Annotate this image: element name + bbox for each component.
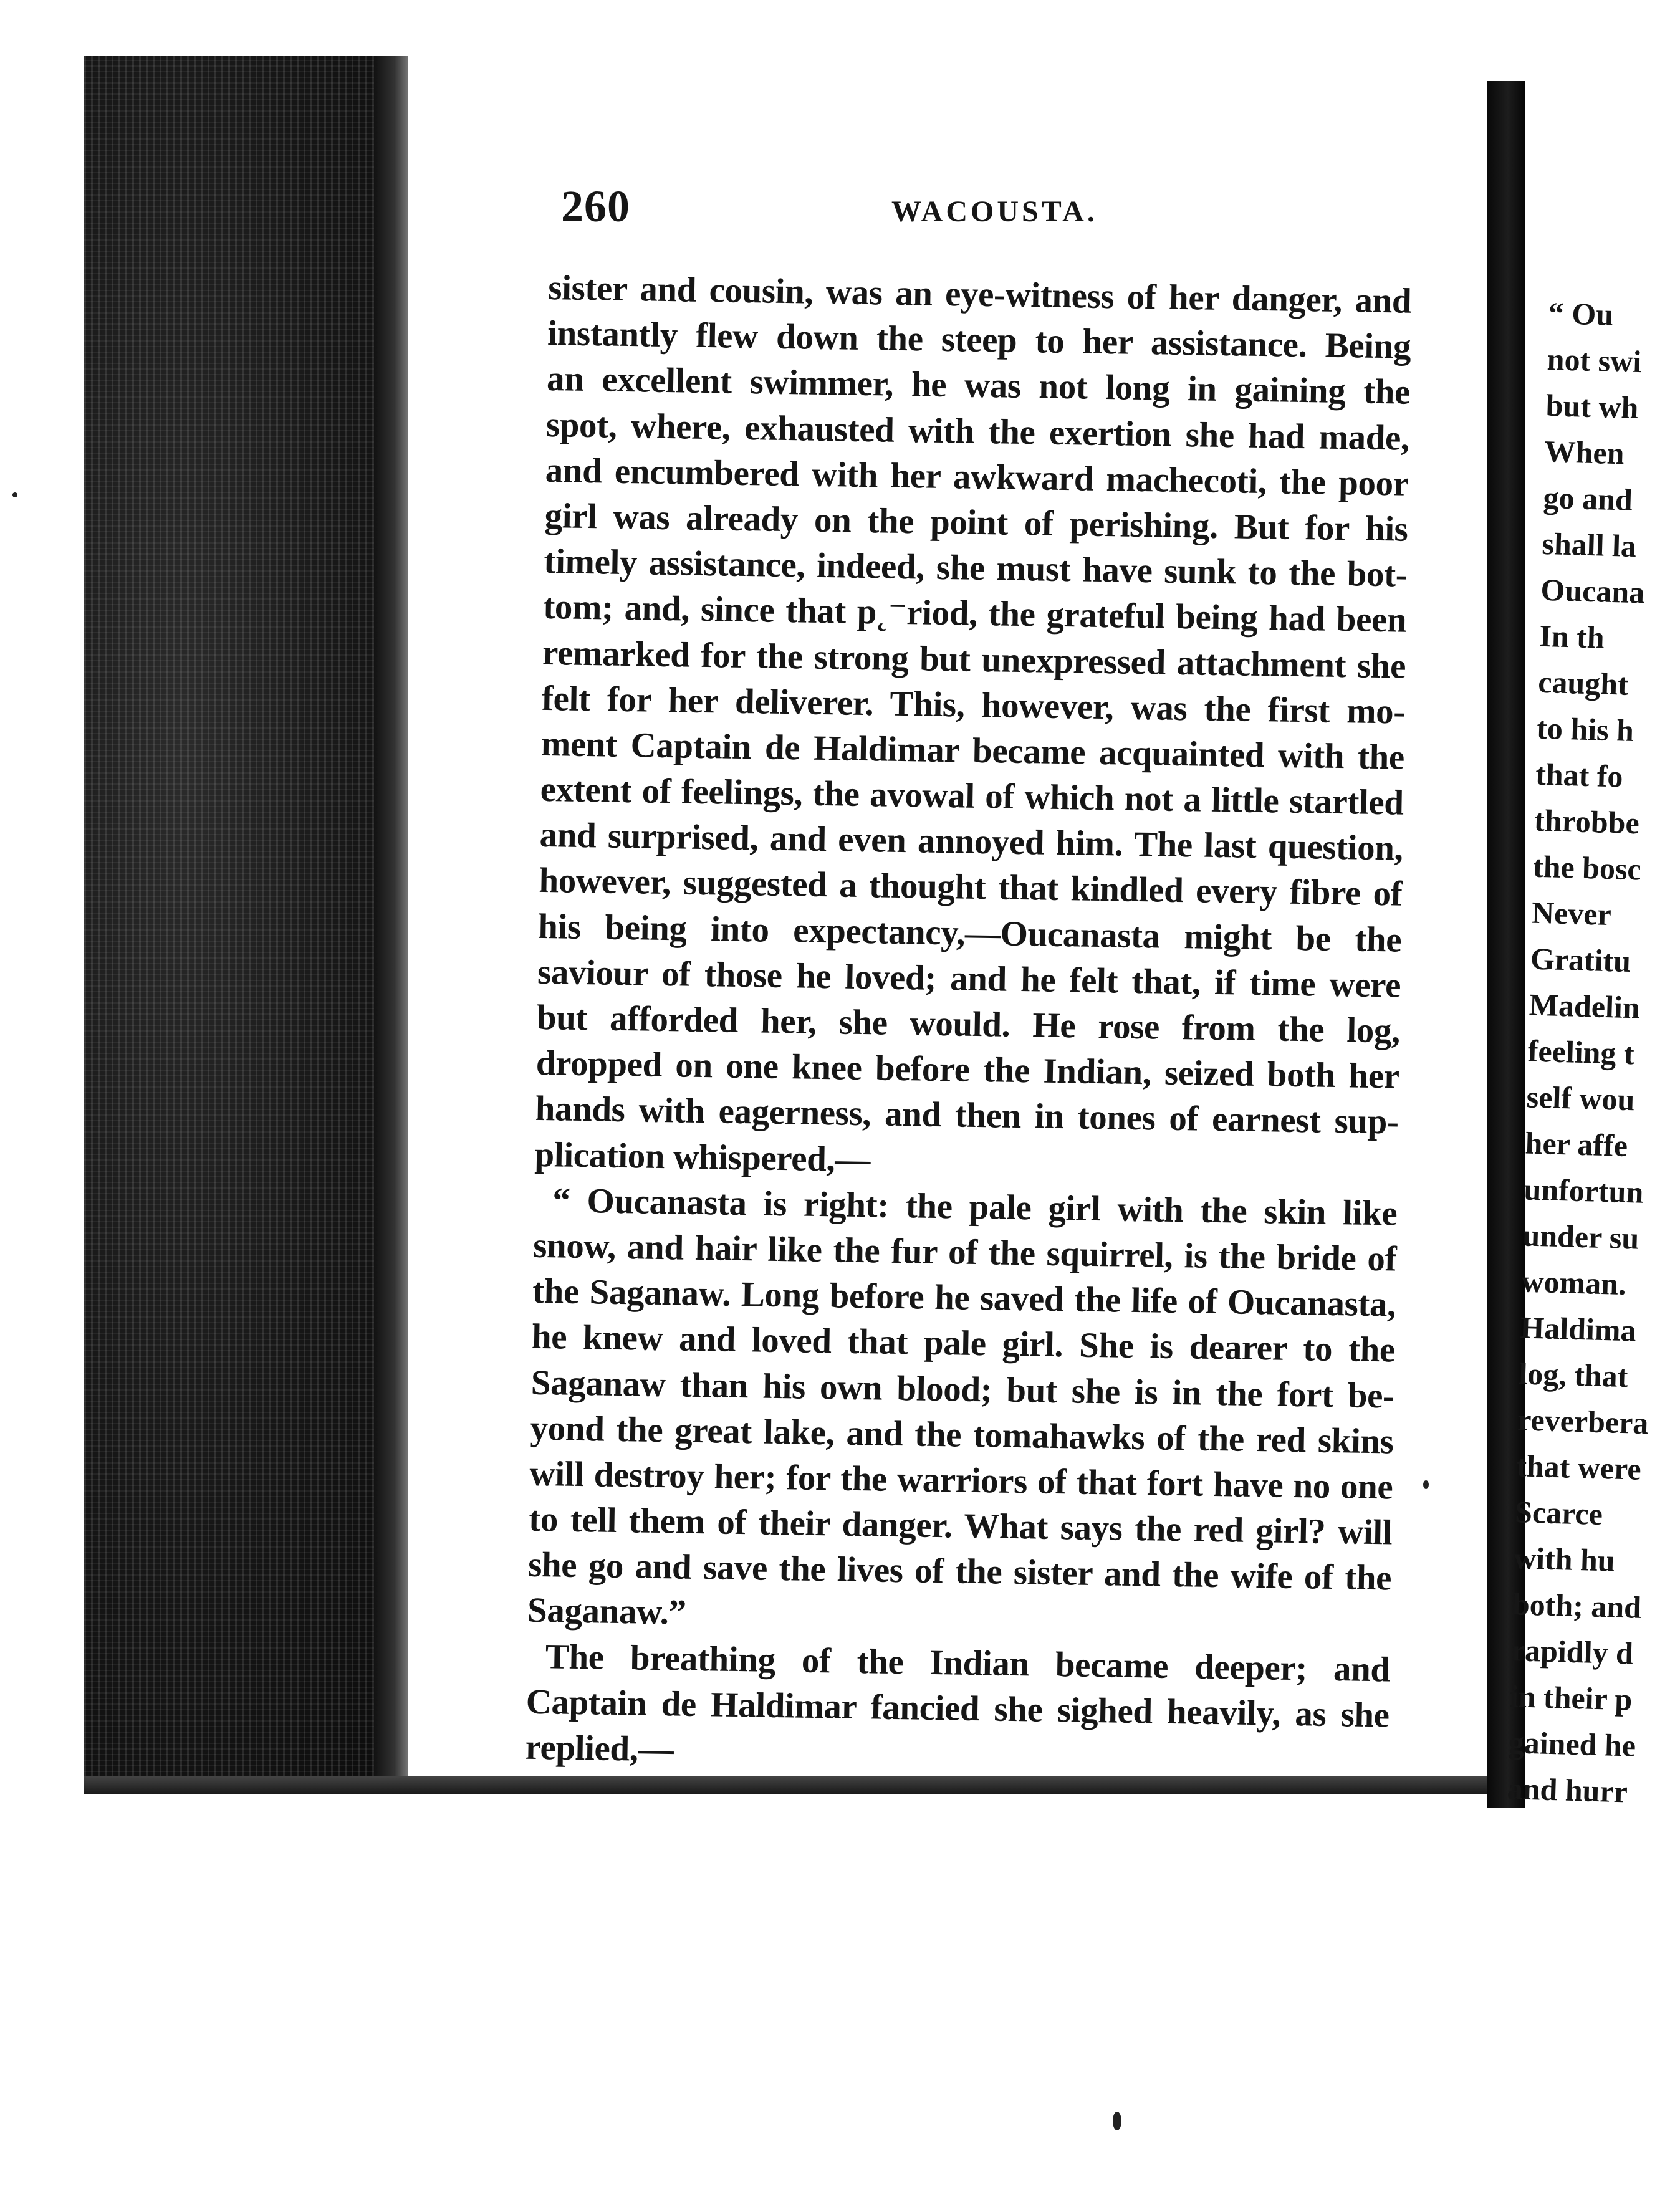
text-line: timely assistance, indeed, she must have sunk to the bot-: [544, 542, 1408, 595]
text-line: yond the great lake, and the tomahawks of the red skins: [530, 1408, 1394, 1462]
text-line: unfortun: [1523, 1171, 1644, 1210]
text-line: reverbera: [1517, 1402, 1649, 1441]
text-line: throbbe: [1534, 802, 1640, 841]
text-line: Saganaw.”: [527, 1591, 687, 1633]
text-line: the bosc: [1532, 848, 1642, 887]
book-gutter-shadow: [84, 56, 408, 1789]
text-line: his being into expectancy,—Oucanasta might be the: [537, 906, 1402, 960]
text-line: Madelin: [1529, 987, 1641, 1025]
text-line: but afforded her, she would. He rose from the log,: [536, 997, 1401, 1051]
scan-speck: [12, 492, 17, 497]
text-line: to his h: [1536, 710, 1634, 749]
text-line: will destroy her; for the warriors of that fort have no one: [529, 1454, 1393, 1507]
facing-page: [1507, 72, 1674, 1817]
text-line: In th: [1538, 618, 1605, 655]
text-line: ment Captain de Haldimar became acquainted with the: [540, 724, 1405, 777]
text-line: shall la: [1541, 525, 1637, 564]
text-line: dropped on one knee before the Indian, seized both her: [535, 1043, 1400, 1096]
text-line: that fo: [1535, 756, 1624, 794]
text-line: Scarce: [1514, 1494, 1603, 1532]
text-line: remarked for the strong but unexpressed attachment she: [542, 633, 1406, 686]
text-line: feeling t: [1527, 1033, 1635, 1071]
text-line: instantly flew down the steep to her assistance. Being: [547, 314, 1411, 367]
text-line: self wou: [1526, 1079, 1636, 1118]
text-line: go and: [1542, 479, 1633, 517]
text-line: log, that: [1518, 1356, 1629, 1394]
text-line: caught: [1537, 664, 1629, 702]
text-line: Haldima: [1519, 1310, 1637, 1348]
text-line: gained he: [1508, 1725, 1636, 1763]
text-line: woman.: [1520, 1263, 1627, 1302]
text-line: to tell them of their danger. What says the red girl? will: [528, 1499, 1393, 1553]
text-line: saviour of those he loved; and he felt that, if time were: [537, 952, 1401, 1005]
text-line: with hu: [1513, 1540, 1616, 1578]
text-line: her affe: [1524, 1125, 1628, 1164]
text-line: however, suggested a thought that kindled every fibre of: [538, 861, 1403, 914]
text-line: felt for her deliverer. This, however, was the first mo-: [541, 678, 1406, 732]
text-line: in their p: [1509, 1679, 1633, 1717]
text-line: an excellent swimmer, he was not long in gaining the: [546, 359, 1411, 413]
text-line: When: [1543, 433, 1625, 471]
text-line: “ Oucanasta is right: the pale girl with the skin like: [552, 1181, 1398, 1234]
text-line: Captain de Haldimar fancied she sighed heavily, as she: [526, 1682, 1390, 1735]
text-line: that were: [1515, 1448, 1642, 1487]
text-line: The breathing of the Indian became deeper; and: [545, 1636, 1391, 1690]
text-line: but wh: [1545, 387, 1639, 426]
text-line: “ Ou: [1548, 295, 1614, 332]
text-line: both; and: [1512, 1586, 1642, 1625]
text-line: replied,—: [525, 1727, 674, 1770]
text-line: Never: [1531, 894, 1612, 932]
text-line: he knew and loved that pale girl. She is dearer to the: [531, 1317, 1396, 1370]
text-line: and hurr: [1507, 1771, 1628, 1809]
running-title: WACOUSTA.: [891, 195, 1098, 228]
text-line: Gratitu: [1530, 941, 1631, 979]
text-line: plication whispered,—: [534, 1134, 871, 1179]
text-line: under su: [1522, 1217, 1640, 1256]
text-line: sister and cousin, was an eye-witness of her danger, and: [547, 267, 1412, 321]
page-edge-shadow: [374, 56, 408, 1789]
text-line: she go and save the lives of the sister and the wife of the: [527, 1545, 1392, 1598]
text-line: rapidly d: [1510, 1632, 1634, 1671]
text-line: spot, where, exhausted with the exertion she had made,: [545, 405, 1410, 458]
left-page: [408, 56, 1487, 1776]
text-line: Oucana: [1540, 572, 1645, 610]
text-line: hands with eagerness, and then in tones of earnest sup-: [535, 1089, 1399, 1142]
text-line: and surprised, and even annoyed him. The last question,: [539, 815, 1403, 868]
page-body-text: [525, 265, 1412, 1784]
text-line: and encumbered with her awkward machecoti, the poor: [545, 450, 1409, 504]
text-line: Saganaw than his own blood; but she is in the fort be-: [530, 1363, 1395, 1416]
text-line: the Saganaw. Long before he saved the life of Oucanasta,: [532, 1271, 1396, 1325]
text-line: girl was already on the point of perishing. But for his: [544, 496, 1409, 549]
text-line: not swi: [1547, 341, 1643, 380]
text-line: extent of feelings, the avowal of which not a little startled: [540, 769, 1404, 823]
text-line: snow, and hair like the fur of the squirrel, is the bride of: [532, 1225, 1397, 1279]
scan-speck: [1423, 1480, 1429, 1489]
facing-page-text: [1507, 290, 1680, 1815]
scan-speck: [1113, 2112, 1121, 2130]
text-line: tom; and, since that p˛⁻riod, the grateful being had been: [542, 587, 1407, 640]
page-number: 260: [561, 181, 630, 231]
